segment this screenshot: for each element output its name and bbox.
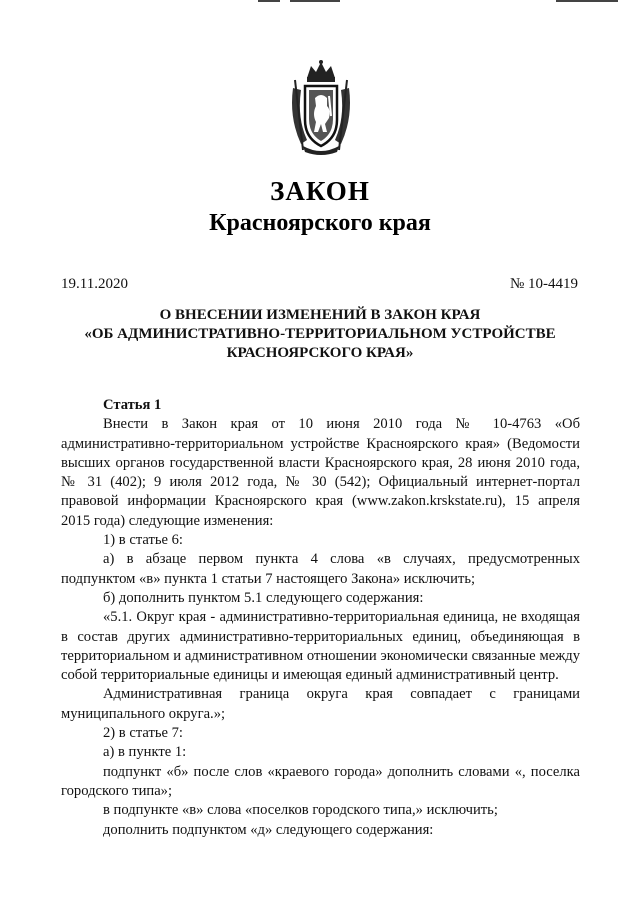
body-paragraph: Административная граница округа края совпадает с границами муниципального округа.»;: [61, 686, 580, 722]
body-paragraph: 2) в статье 7:: [103, 725, 183, 742]
body-paragraph: дополнить подпунктом «д» следующего содержания:: [103, 821, 434, 838]
document-title: ЗАКОН: [270, 176, 370, 206]
document-subtitle: Красноярского края: [209, 210, 431, 236]
body-paragraph: в подпункте «в» слова «поселков городского типа,» исключить;: [103, 802, 498, 819]
body-paragraph: 1) в статье 6:: [103, 532, 183, 549]
law-heading-line: КРАСНОЯРСКОГО КРАЯ»: [226, 345, 414, 361]
article-title: Статья 1: [103, 397, 162, 413]
scan-mark-3: [556, 0, 618, 2]
body-paragraph: «5.1. Округ края - административно-территориальная единица, не входящая в состав других административно-территориальных единиц, объединяющая в территориальном и административном отношении экономически связанные между собой территориальные единицы и имеющая единый административный центр.: [61, 609, 580, 684]
body-paragraph: б) дополнить пунктом 5.1 следующего содержания:: [103, 589, 424, 606]
body-paragraph: а) в пункте 1:: [103, 744, 187, 761]
body-paragraph: подпункт «б» после слов «краевого города» дополнить словами «, поселка городского типа»;: [61, 763, 580, 799]
law-heading-line: О ВНЕСЕНИИ ИЗМЕНЕНИЙ В ЗАКОН КРАЯ: [159, 307, 481, 323]
scan-mark-1: [258, 0, 280, 2]
law-heading-line: «ОБ АДМИНИСТРАТИВНО-ТЕРРИТОРИАЛЬНОМ УСТРОЙСТВЕ: [84, 326, 556, 342]
document-date: 19.11.2020: [61, 276, 128, 292]
body-paragraph: а) в абзаце первом пункта 4 слова «в случаях, предусмотренных подпунктом «в» пункта 1 статьи 7 настоящего Закона» исключить;: [61, 551, 580, 587]
coat-of-arms-emblem: [285, 58, 357, 158]
scan-mark-2: [290, 0, 340, 2]
law-body: [61, 396, 580, 840]
body-paragraph: Внести в Закон края от 10 июня 2010 года № 10-4763 «Об административно-территориальном устройстве Красноярского края» (Ведомости высших органов государственной власти Красноярского края, 28 июня 2010 года, № 31 (402); 9 июля 2012 года, № 30 (542); Официальный интернет-портал правовой информации Красноярского края (www.zakon.krskstate.ru), 15 апреля 2015 года) следующие изменения:: [61, 416, 580, 529]
document-number: № 10-4419: [509, 276, 578, 292]
law-heading: [60, 306, 580, 363]
